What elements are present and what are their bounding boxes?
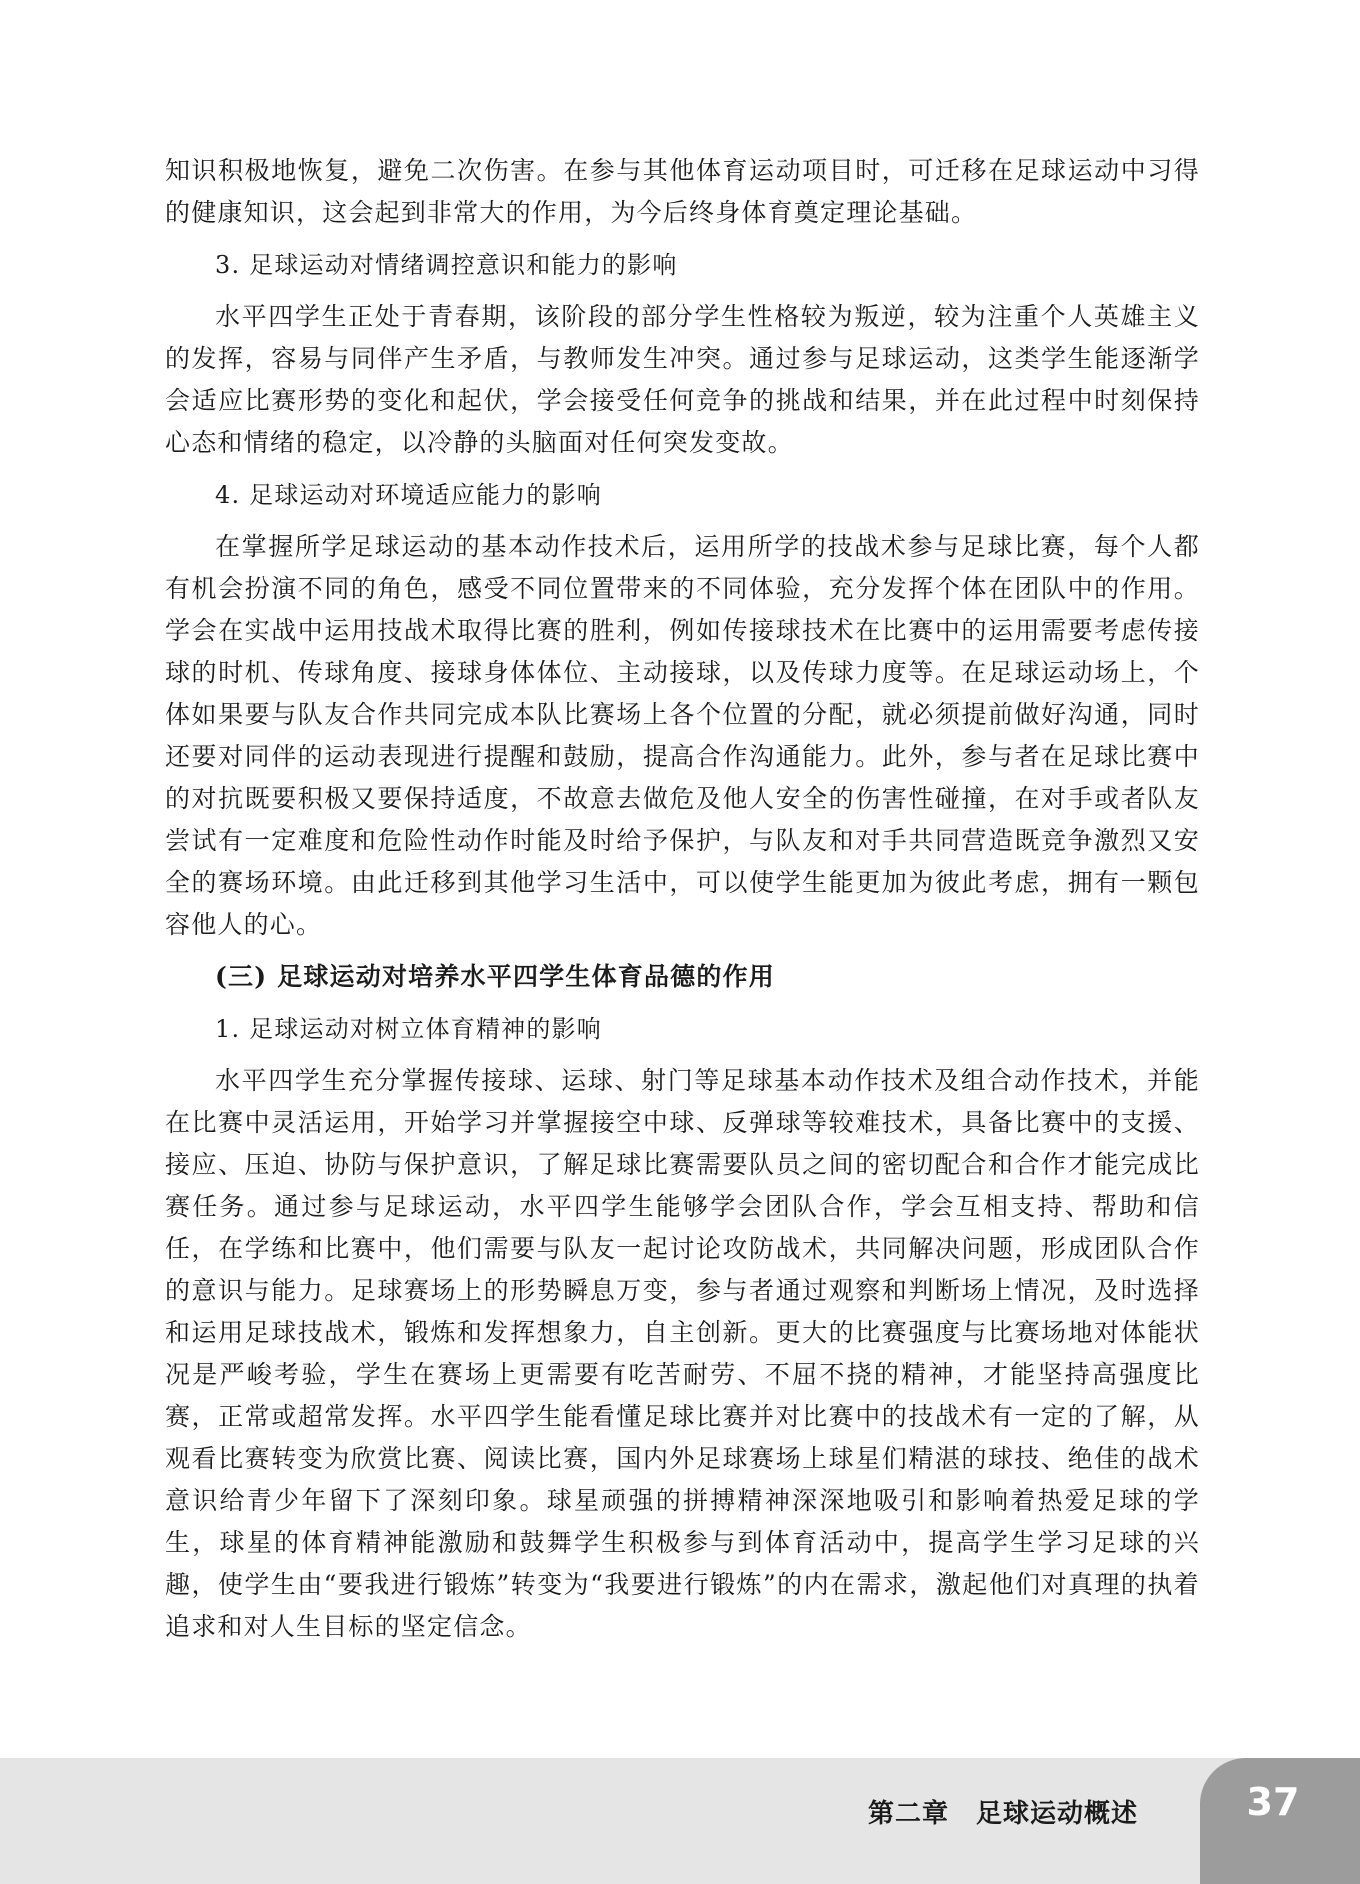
subheading-environment-adaptation: 4. 足球运动对环境适应能力的影响 <box>215 481 602 509</box>
paragraph-emotion-regulation: 水平四学生正处于青春期，该阶段的部分学生性格较为叛逆，较为注重个人英雄主义的发挥，容易与同伴产生矛盾，与教师发生冲突。通过参与足球运动，这类学生能逐渐学会适应比赛形势的变化和起伏，学会接受任何竞争的挑战和结果，并在此过程中时刻保持心态和情绪的稳定，以冷静的头脑面对任何突发变故。 <box>165 302 1200 457</box>
subheading-emotion-regulation: 3. 足球运动对情绪调控意识和能力的影响 <box>215 251 678 279</box>
paragraph-health-knowledge: 知识积极地恢复，避免二次伤害。在参与其他体育运动项目时，可迁移在足球运动中习得的健康知识，这会起到非常大的作用，为今后终身体育奠定理论基础。 <box>165 156 1200 227</box>
chapter-title: 第二章 足球运动概述 <box>867 1799 1138 1829</box>
paragraph-sports-spirit: 水平四学生充分掌握传接球、运球、射门等足球基本动作技术及组合动作技术，并能在比赛中灵活运用，开始学习并掌握接空中球、反弹球等较难技术，具备比赛中的支援、接应、压迫、协防与保护意识，了解足球比赛需要队员之间的密切配合和合作才能完成比赛任务。通过参与足球运动，水平四学生能够学会团队合作，学会互相支持、帮助和信任，在学练和比赛中，他们需要与队友一起讨论攻防战术，共同解决问题，形成团队合作的意识与能力。足球赛场上的形势瞬息万变，参与者通过观察和判断场上情况，及时选择和运用足球技战术，锻炼和发挥想象力，自主创新。更大的比赛强度与比赛场地对体能状况是严峻考验，学生在赛场上更需要有吃苦耐劳、不屈不挠的精神，才能坚持高强度比赛，正常或超常发挥。水平四学生能看懂足球比赛并对比赛中的技战术有一定的了解，从观看比赛转变为欣赏比赛、阅读比赛，国内外足球赛场上球星们精湛的球技、绝佳的战术意识给青少年留下了深刻印象。球星顽强的拼搏精神深深地吸引和影响着热爱足球的学生，球星的体育精神能激励和鼓舞学生积极参与到体育活动中，提高学生学习足球的兴趣，使学生由“要我进行锻炼”转变为“我要进行锻炼”的内在需求，激起他们对真理的执着追求和对人生目标的坚定信念。 <box>165 1066 1200 1641</box>
section-heading-sports-morality: (三) 足球运动对培养水平四学生体育品德的作用 <box>215 962 775 991</box>
page-content <box>165 150 1200 1648</box>
page-number: 37 <box>1246 1780 1300 1824</box>
paragraph-environment-adaptation: 在掌握所学足球运动的基本动作技术后，运用所学的技战术参与足球比赛，每个人都有机会扮演不同的角色，感受不同位置带来的不同体验，充分发挥个体在团队中的作用。学会在实战中运用技战术取得比赛的胜利，例如传接球技术在比赛中的运用需要考虑传接球的时机、传球角度、接球身体体位、主动接球，以及传球力度等。在足球运动场上，个体如果要与队友合作共同完成本队比赛场上各个位置的分配，就必须提前做好沟通，同时还要对同伴的运动表现进行提醒和鼓励，提高合作沟通能力。此外，参与者在足球比赛中的对抗既要积极又要保持适度，不故意去做危及他人安全的伤害性碰撞，在对手或者队友尝试有一定难度和危险性动作时能及时给予保护，与队友和对手共同营造既竞争激烈又安全的赛场环境。由此迁移到其他学习生活中，可以使学生能更加为彼此考虑，拥有一颗包容他人的心。 <box>165 532 1200 939</box>
footer-band <box>0 1758 1360 1884</box>
subheading-sports-spirit: 1. 足球运动对树立体育精神的影响 <box>215 1015 602 1043</box>
